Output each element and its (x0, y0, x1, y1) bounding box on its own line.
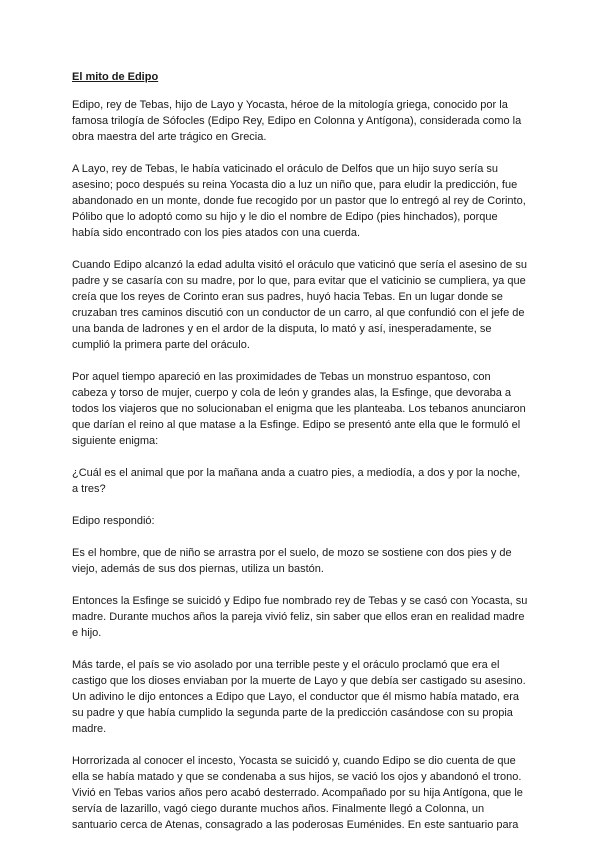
paragraph-answer: Es el hombre, que de niño se arrastra por el suelo, de mozo se sostiene con dos pies y de viejo, además de sus dos piernas, utiliza un bastón. (72, 547, 512, 575)
document-page (72, 70, 528, 849)
paragraph-plague: Más tarde, el país se vio asolado por una terrible peste y el oráculo proclamó que era el castigo que los dioses enviaban por la muerte de Layo y que debía ser castigado su asesino. Un adivino le dijo entonces a Edipo que Layo, el conductor que él mismo había matado, era su padre y que había cumplido la segunda parte de la predicción casándose con su propia madre. (72, 659, 526, 735)
paragraph-birth: A Layo, rey de Tebas, le había vaticinado el oráculo de Delfos que un hijo suyo sería su asesino; poco después su reina Yocasta dio a luz un niño que, para eludir la predicción, fue abandonado en un monte, donde fue recogido por un pastor que lo entregó al rey de Corinto, Pólibo que lo adoptó como su hijo y le dio el nombre de Edipo (pies hinchados), porque había sido encontrado con los pies atados con una cuerda. (72, 163, 526, 239)
paragraph-exile: Horrorizada al conocer el incesto, Yocasta se suicidó y, cuando Edipo se dio cuenta de que ella se había matado y que se condenaba a sus hijos, se vació los ojos y abandonó el trono. Vivió en Tebas varios años pero acabó desterrado. Acompañado por su hija Antígona, que le servía de lazarillo, vagó ciego durante muchos años. Finalmente llegó a Colonna, un santuario cerca de Atenas, consagrado a las poderosas Euménides. En este santuario para (72, 755, 523, 831)
paragraph-sphinx: Por aquel tiempo apareció en las proximidades de Tebas un monstruo espantoso, con cabeza y torso de mujer, cuerpo y cola de león y grandes alas, la Esfinge, que devoraba a todos los viajeros que no solucionaban el enigma que les planteaba. Los tebanos anunciaron que darían el reino al que matase a la Esfinge. Edipo se presentó ante ella que le formuló el siguiente enigma: (72, 371, 526, 447)
paragraph-riddle: ¿Cuál es el animal que por la mañana anda a cuatro pies, a mediodía, a dos y por la noche, a tres? (72, 467, 521, 495)
paragraph-oracle: Cuando Edipo alcanzó la edad adulta visitó el oráculo que vaticinó que sería el asesino de su padre y se casaría con su madre, por lo que, para evitar que el vaticinio se cumpliera, ya que creía que los reyes de Corinto eran sus padres, huyó hacia Tebas. En un lugar donde se cruzaban tres caminos discutió con un conductor de un carro, al que confundió con el jefe de una banda de ladrones y en el ardor de la disputa, lo mató y así, inesperadamente, se cumplió la primera parte del oráculo. (72, 259, 527, 351)
paragraph-king: Entonces la Esfinge se suicidó y Edipo fue nombrado rey de Tebas y se casó con Yocasta, su madre. Durante muchos años la pareja vivió feliz, sin saber que ellos eran en realidad madre e hijo. (72, 595, 528, 639)
paragraph-intro: Edipo, rey de Tebas, hijo de Layo y Yocasta, héroe de la mitología griega, conocido por la famosa trilogía de Sófocles (Edipo Rey, Edipo en Colonna y Antígona), considerada como la obra maestra del arte trágico en Grecia. (72, 99, 522, 143)
document-title: El mito de Edipo (72, 71, 159, 83)
paragraph-answer-intro: Edipo respondió: (72, 515, 155, 527)
